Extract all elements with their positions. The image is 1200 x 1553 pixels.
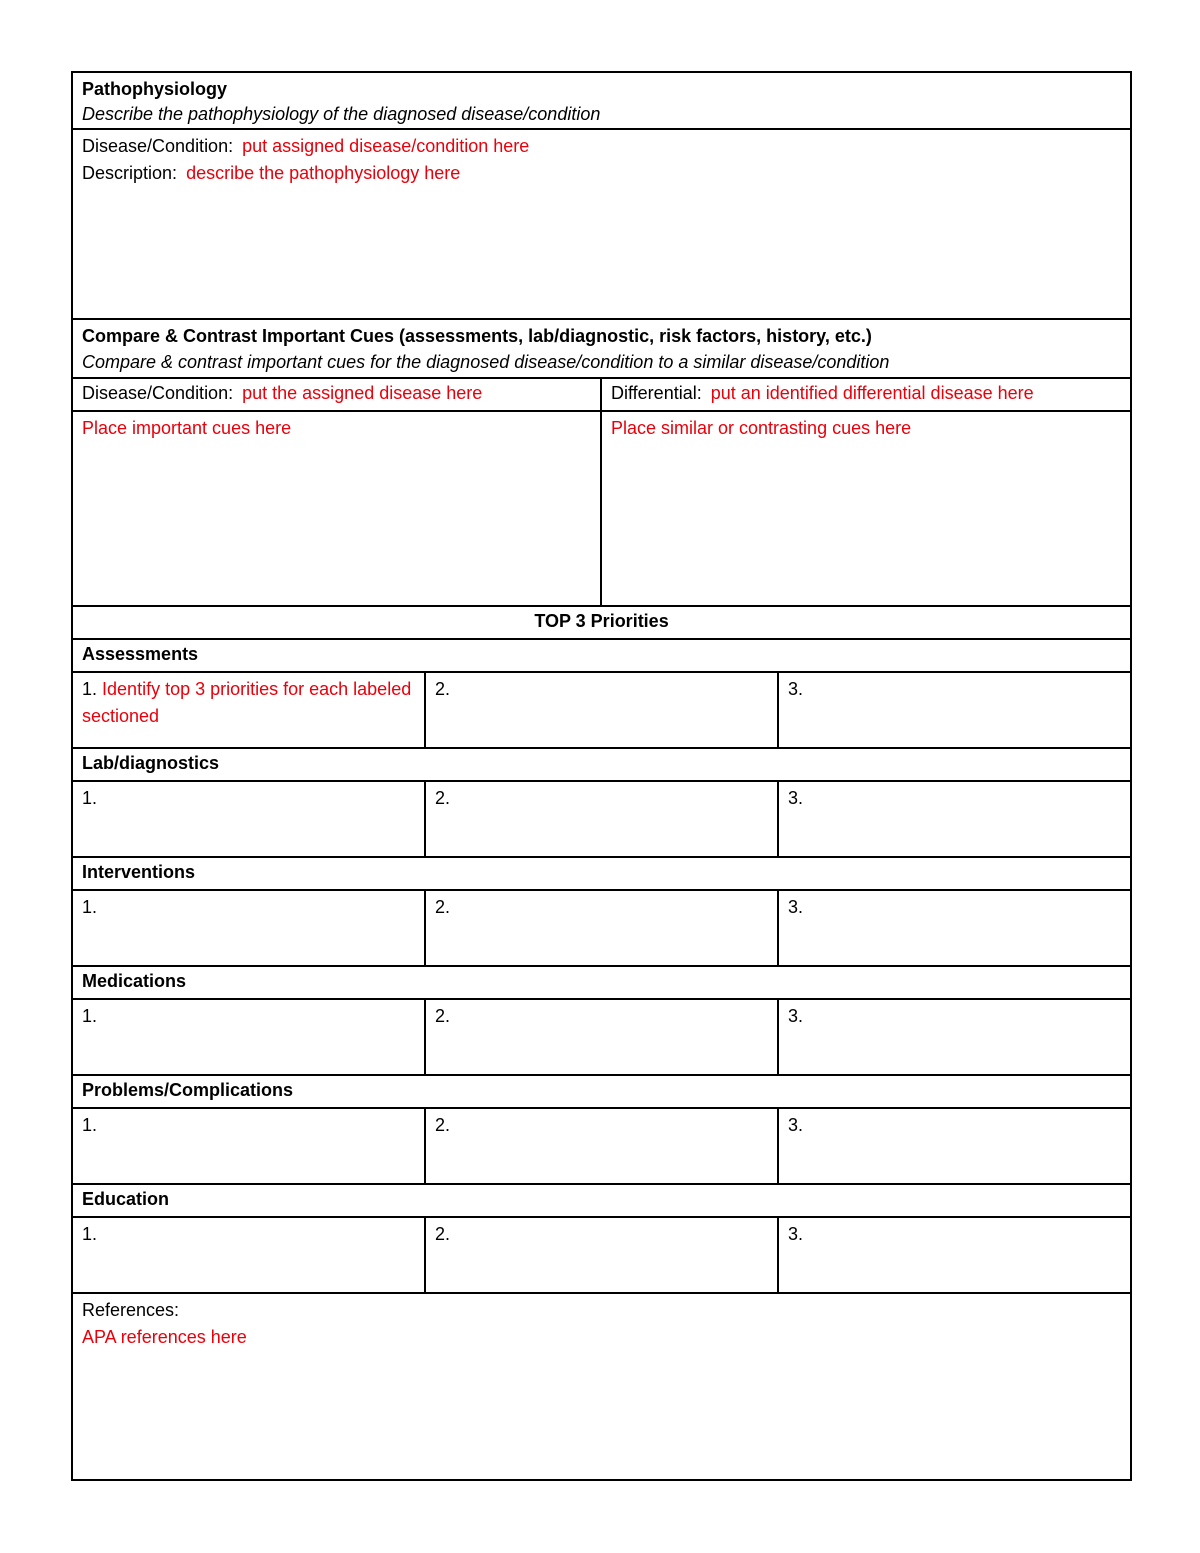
disease-value[interactable]: put assigned disease/condition here <box>242 136 530 156</box>
disease-label: Disease/Condition: <box>82 136 234 156</box>
section-medications-title: Medications <box>72 966 1131 999</box>
medications-slot-3[interactable]: 3. <box>778 999 1131 1075</box>
slot-number: 1. <box>82 679 98 699</box>
section-interventions-title: Interventions <box>72 857 1131 890</box>
pathophysiology-instruction: Describe the pathophysiology of the diagnosed disease/condition <box>82 104 601 124</box>
problems-slot-1[interactable]: 1. <box>72 1108 425 1184</box>
compare-left-body[interactable] <box>72 411 601 606</box>
section-lab-diagnostics-title: Lab/diagnostics <box>72 748 1131 781</box>
compare-instruction: Compare & contrast important cues for the diagnosed disease/condition to a similar disease/condition <box>82 352 890 372</box>
references-cell[interactable] <box>72 1293 1131 1480</box>
compare-right-label: Differential: <box>611 383 702 403</box>
compare-left-label-cell <box>72 378 601 411</box>
assessments-slot-1[interactable] <box>72 672 425 748</box>
assessments-slot-2[interactable]: 2. <box>425 672 778 748</box>
compare-right-body[interactable] <box>601 411 1131 606</box>
pathophysiology-description-line <box>82 160 1121 187</box>
compare-header <box>72 319 1131 378</box>
interventions-slot-1[interactable]: 1. <box>72 890 425 966</box>
assessments-hint: Identify top 3 priorities for each labeled sectioned <box>82 679 412 726</box>
education-slot-1[interactable]: 1. <box>72 1217 425 1293</box>
description-label: Description: <box>82 163 178 183</box>
section-problems-title: Problems/Complications <box>72 1075 1131 1108</box>
medications-slot-1[interactable]: 1. <box>72 999 425 1075</box>
compare-left-body-text: Place important cues here <box>82 418 292 438</box>
compare-left-value[interactable]: put the assigned disease here <box>242 383 483 403</box>
problems-slot-3[interactable]: 3. <box>778 1108 1131 1184</box>
compare-right-label-cell <box>601 378 1131 411</box>
education-slot-3[interactable]: 3. <box>778 1217 1131 1293</box>
references-label: References: <box>82 1300 180 1320</box>
pathophysiology-header <box>72 72 1131 129</box>
compare-left-label: Disease/Condition: <box>82 383 234 403</box>
lab-diagnostics-slot-3[interactable]: 3. <box>778 781 1131 857</box>
compare-title: Compare & Contrast Important Cues (assessments, lab/diagnostic, risk factors, history, etc.) <box>82 326 872 346</box>
pathophysiology-title: Pathophysiology <box>82 79 228 99</box>
lab-diagnostics-slot-1[interactable]: 1. <box>72 781 425 857</box>
section-assessments-title: Assessments <box>72 639 1131 672</box>
care-plan-form <box>71 71 1132 1481</box>
pathophysiology-disease-line <box>82 133 1121 160</box>
references-value: APA references here <box>82 1327 247 1347</box>
top3-title: TOP 3 Priorities <box>72 606 1131 639</box>
interventions-slot-3[interactable]: 3. <box>778 890 1131 966</box>
problems-slot-2[interactable]: 2. <box>425 1108 778 1184</box>
compare-right-body-text: Place similar or contrasting cues here <box>611 418 912 438</box>
lab-diagnostics-slot-2[interactable]: 2. <box>425 781 778 857</box>
education-slot-2[interactable]: 2. <box>425 1217 778 1293</box>
section-education-title: Education <box>72 1184 1131 1217</box>
interventions-slot-2[interactable]: 2. <box>425 890 778 966</box>
medications-slot-2[interactable]: 2. <box>425 999 778 1075</box>
compare-right-value[interactable]: put an identified differential disease here <box>710 383 1034 403</box>
assessments-slot-3[interactable]: 3. <box>778 672 1131 748</box>
description-value[interactable]: describe the pathophysiology here <box>186 163 461 183</box>
pathophysiology-body[interactable] <box>72 129 1131 319</box>
